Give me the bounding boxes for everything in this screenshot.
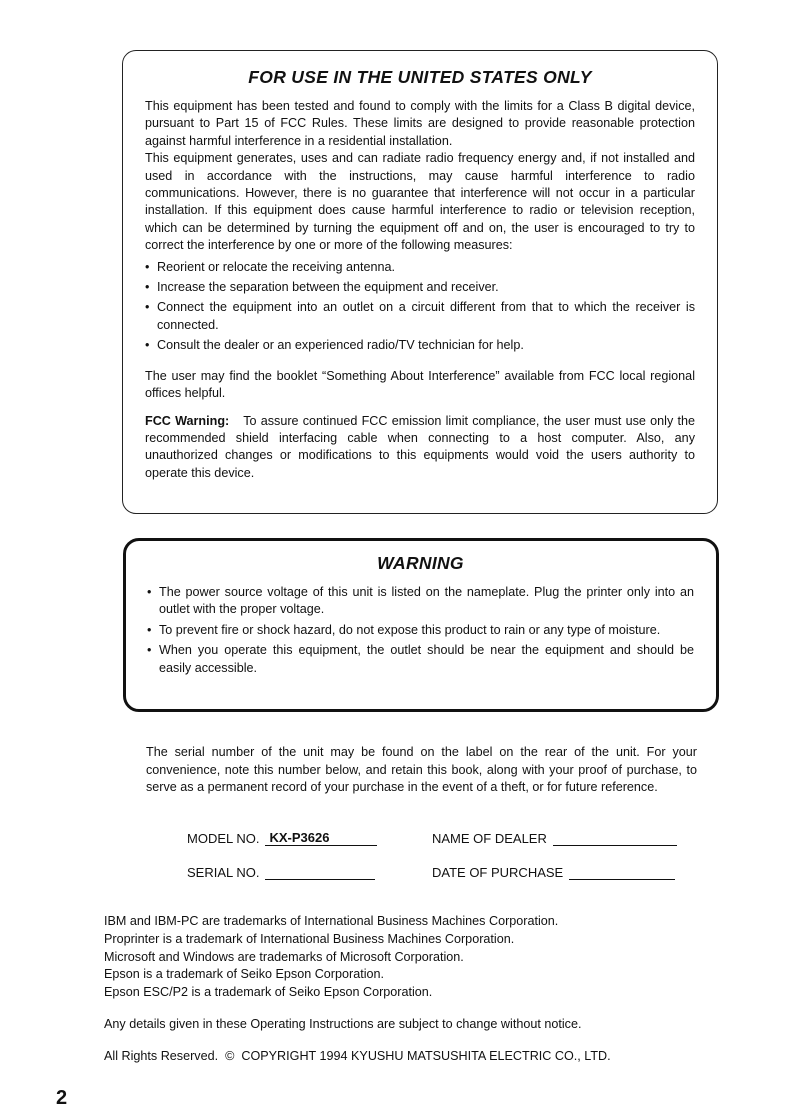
warning-title: WARNING	[377, 553, 464, 573]
purchase-label: DATE OF PURCHASE	[432, 865, 564, 880]
fcc-paragraph-2: This equipment generates, uses and can radiate radio frequency energy and, if not installed and used in accordance with the instructions, may cause harmful interference to radio communications. However, there is no guarantee that interference will not occur in a particular installation. If this equipment does cause harmful interference to radio or television reception, which can be determined by turning the equipment off and on, the user is encouraged to try to correct the interference by one or more of the following measures:	[145, 151, 695, 253]
dealer-line	[553, 830, 677, 846]
list-item: • Connect the equipment into an outlet on a circuit different from that to which the receiver is connected.	[145, 299, 695, 334]
fcc-warning-text: To assure continued FCC emission limit compliance, the user must use only the recommended shield interfacing cable when connecting to a host computer. Also, any unauthorized changes or modifications to this equipments would void the users authority to operate this device.	[145, 413, 695, 480]
fcc-warning-paragraph	[145, 413, 695, 483]
serial-label: SERIAL NO.	[187, 865, 260, 880]
purchase-field	[432, 864, 675, 880]
copyright-notice: All Rights Reserved. © COPYRIGHT 1994 KYUSHU MATSUSHITA ELECTRIC CO., LTD.	[104, 1049, 611, 1063]
list-item: • Consult the dealer or an experienced radio/TV technician for help.	[145, 337, 695, 354]
serial-field	[187, 864, 375, 880]
list-item: • The power source voltage of this unit is listed on the nameplate. Plug the printer only into an outlet with the proper voltage.	[147, 584, 694, 619]
trademark-line: Microsoft and Windows are trademarks of Microsoft Corporation.	[104, 949, 464, 964]
fcc-paragraph-1: This equipment has been tested and found to comply with the limits for a Class B digital device, pursuant to Part 15 of FCC Rules. These limits are designed to provide reasonable protection against harmful interference in a residential installation.	[145, 99, 695, 148]
trademark-line: IBM and IBM-PC are trademarks of International Business Machines Corporation.	[104, 914, 559, 928]
model-value: KX-P3626	[269, 830, 330, 845]
fcc-measures-list	[145, 259, 695, 355]
dealer-field	[432, 830, 677, 846]
trademark-line: Epson is a trademark of Seiko Epson Corporation.	[104, 967, 385, 982]
fcc-notice-box	[122, 50, 718, 514]
dealer-label: NAME OF DEALER	[432, 831, 547, 846]
list-item: • To prevent fire or shock hazard, do not expose this product to rain or any type of moisture.	[147, 622, 694, 639]
list-item: • Reorient or relocate the receiving antenna.	[145, 259, 695, 276]
fcc-paragraph-3: The user may find the booklet “Something About Interference” available from FCC local regional offices helpful.	[145, 368, 695, 401]
list-item: • Increase the separation between the equipment and receiver.	[145, 279, 695, 296]
serial-number-note: The serial number of the unit may be found on the label on the rear of the unit. For your convenience, note this number below, and retain this book, along with your proof of purchase, to serve as a permanent record of your purchase in the event of a theft, or for future reference.	[146, 745, 697, 795]
trademark-line: Proprinter is a trademark of International Business Machines Corporation.	[104, 931, 515, 946]
trademarks-block	[104, 913, 704, 1002]
purchase-line	[569, 864, 675, 880]
fcc-title: FOR USE IN THE UNITED STATES ONLY	[248, 67, 592, 87]
trademark-line: Epson ESC/P2 is a trademark of Seiko Epson Corporation.	[104, 985, 433, 1000]
list-item: • When you operate this equipment, the outlet should be near the equipment and should be easily accessible.	[147, 642, 694, 677]
serial-line	[265, 864, 375, 880]
model-label: MODEL NO.	[187, 831, 260, 846]
warning-box	[123, 538, 719, 712]
model-field	[187, 830, 377, 846]
change-notice: Any details given in these Operating Instructions are subject to change without notice.	[104, 1017, 582, 1031]
warning-list	[147, 584, 694, 677]
page-number: 2	[56, 1087, 68, 1109]
fcc-warning-label: FCC Warning:	[145, 413, 230, 428]
model-line	[265, 830, 377, 846]
